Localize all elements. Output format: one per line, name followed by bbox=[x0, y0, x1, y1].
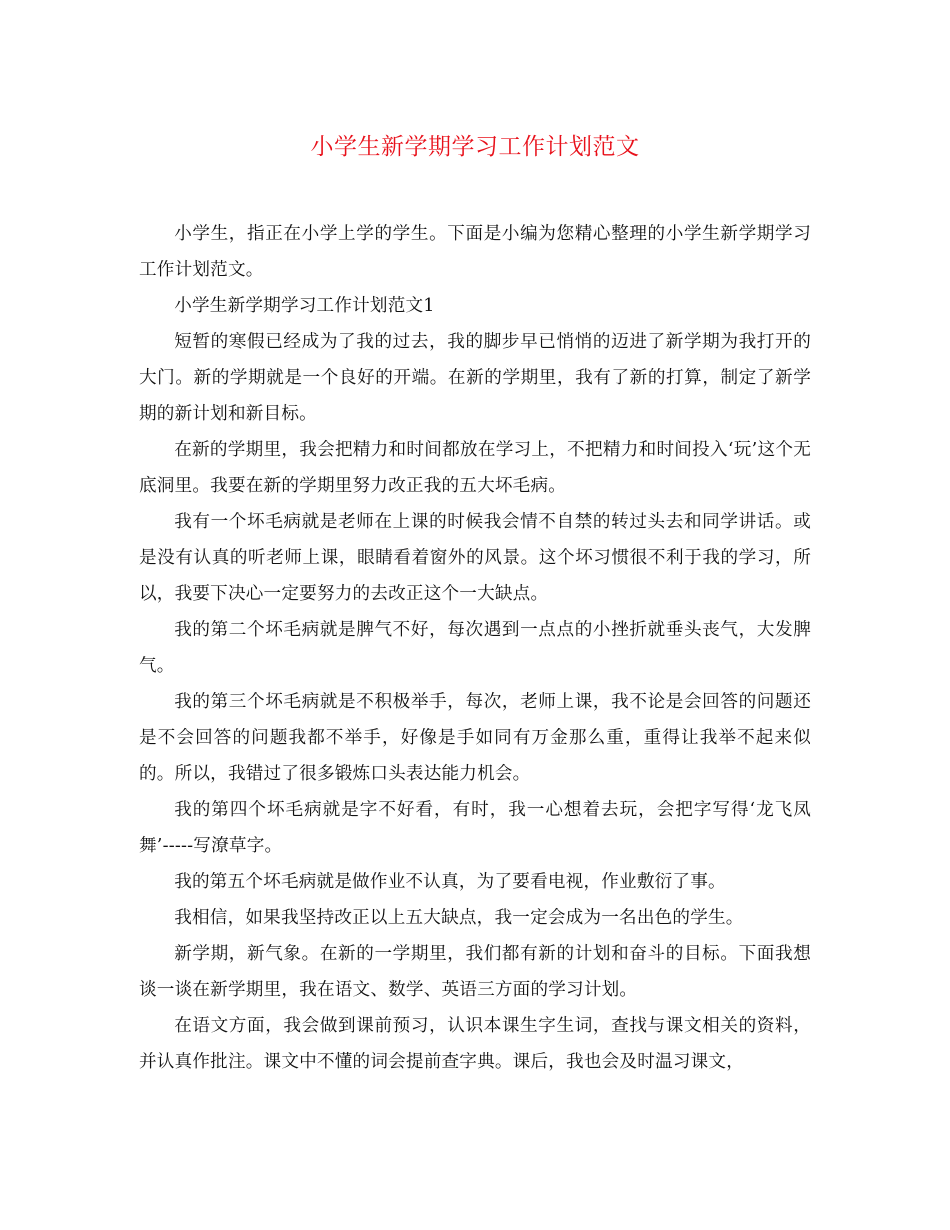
document-body bbox=[139, 216, 811, 1080]
paragraph: 短暂的寒假已经成为了我的过去，我的脚步早已悄悄的迈进了新学期为我打开的大门。新的学期就是一个良好的开端。在新的学期里，我有了新的打算，制定了新学期的新计划和新目标。 bbox=[139, 332, 811, 424]
paragraph: 我相信，如果我坚持改正以上五大缺点，我一定会成为一名出色的学生。 bbox=[174, 908, 744, 928]
paragraph: 我的第四个坏毛病就是字不好看，有时，我一心想着去玩，会把字写得‘龙飞凤舞’-----写潦草字。 bbox=[139, 800, 811, 856]
paragraph: 我的第三个坏毛病就是不积极举手，每次，老师上课，我不论是会回答的问题还是不会回答的问题我都不举手，好像是手如同有万金那么重，重得让我举不起来似的。所以，我错过了很多锻炼口头表达能力机会。 bbox=[139, 692, 811, 784]
paragraph: 在新的学期里，我会把精力和时间都放在学习上，不把精力和时间投入‘玩’这个无底洞里。我要在新的学期里努力改正我的五大坏毛病。 bbox=[139, 440, 811, 496]
paragraph: 在语文方面，我会做到课前预习，认识本课生字生词，查找与课文相关的资料，并认真作批注。课文中不懂的词会提前查字典。课后，我也会及时温习课文， bbox=[139, 1016, 811, 1072]
paragraph: 新学期，新气象。在新的一学期里，我们都有新的计划和奋斗的目标。下面我想谈一谈在新学期里，我在语文、数学、英语三方面的学习计划。 bbox=[139, 944, 811, 1000]
section-heading: 小学生新学期学习工作计划范文1 bbox=[174, 296, 435, 316]
paragraph: 我的第二个坏毛病就是脾气不好，每次遇到一点点的小挫折就垂头丧气，大发脾气。 bbox=[139, 620, 811, 676]
paragraph: 我有一个坏毛病就是老师在上课的时候我会情不自禁的转过头去和同学讲话。或是没有认真的听老师上课，眼睛看着窗外的风景。这个坏习惯很不利于我的学习，所以，我要下决心一定要努力的去改正这个一大缺点。 bbox=[139, 512, 811, 604]
paragraph-intro: 小学生，指正在小学上学的学生。下面是小编为您精心整理的小学生新学期学习工作计划范文。 bbox=[139, 224, 811, 280]
document-title: 小学生新学期学习工作计划范文 bbox=[310, 134, 640, 160]
paragraph: 我的第五个坏毛病就是做作业不认真，为了要看电视，作业敷衍了事。 bbox=[174, 872, 726, 892]
